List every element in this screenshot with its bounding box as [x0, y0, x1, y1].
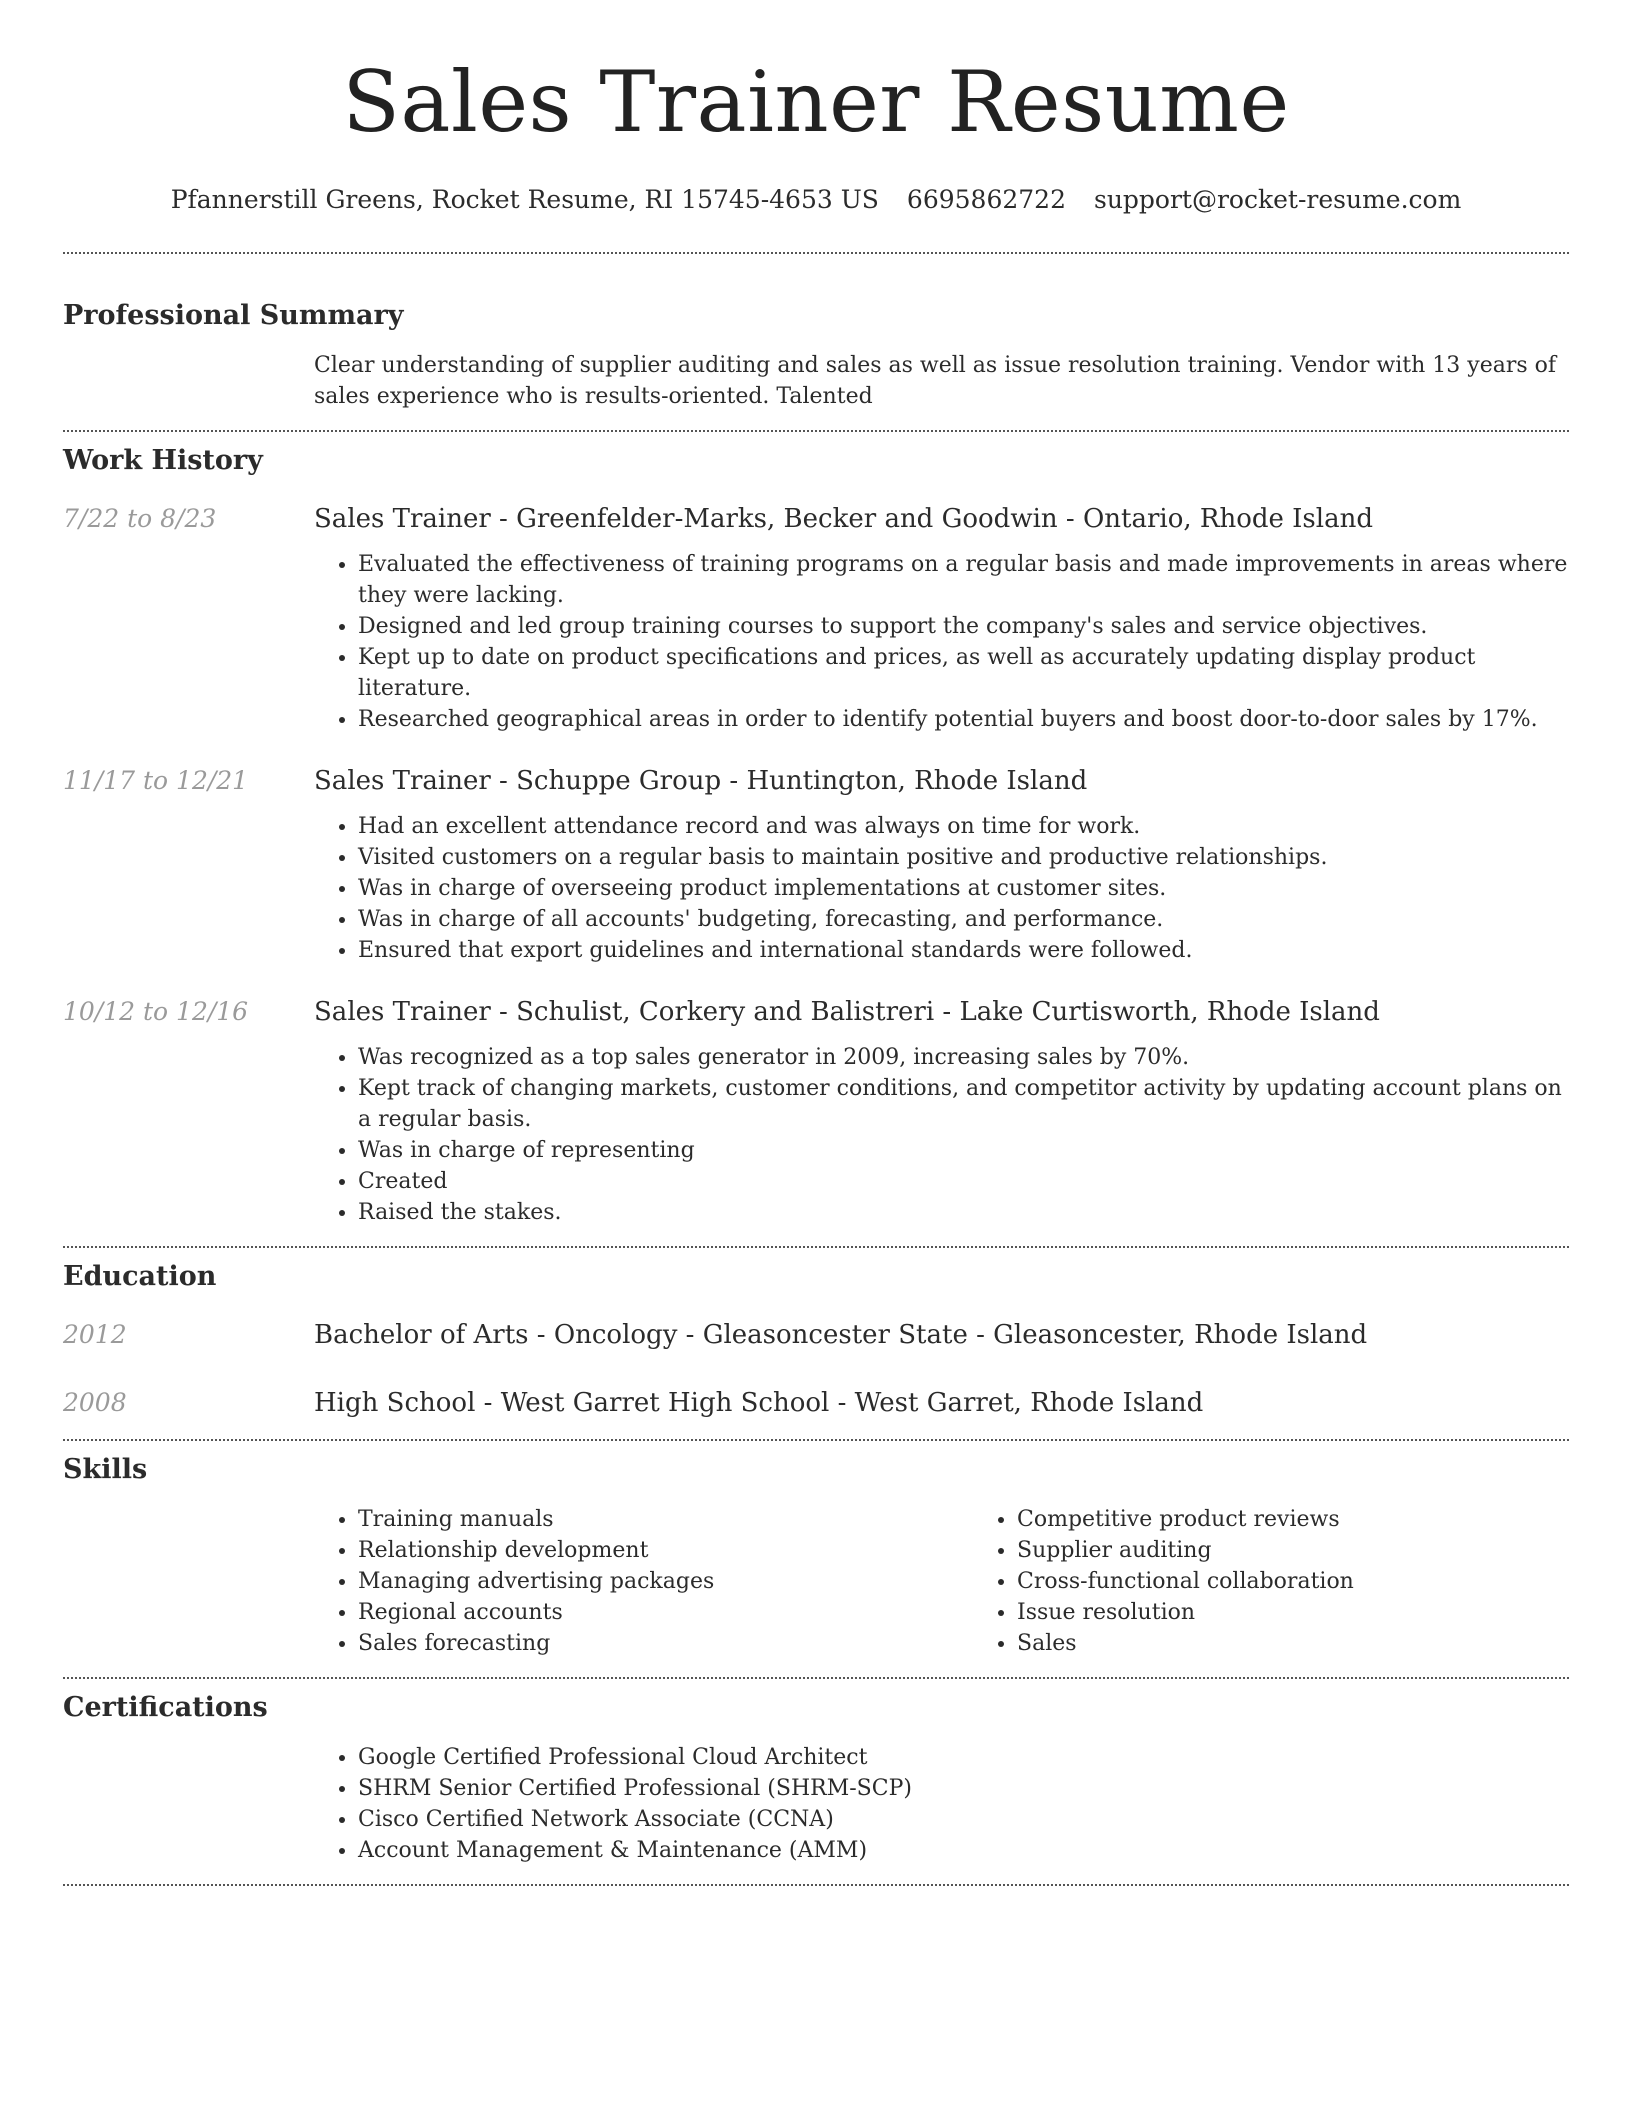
list-item: • Google Certified Professional Cloud Architect	[358, 1742, 1569, 1773]
list-item: • Was in charge of overseeing product implementations at customer sites.	[358, 873, 1569, 904]
list-item: • Kept up to date on product specifications and prices, as well as accurately updating display product literature.	[358, 642, 1569, 704]
contact-address: Pfannerstill Greens, Rocket Resume, RI 15745-4653 US	[170, 185, 879, 214]
list-item: • Sales	[1017, 1628, 1632, 1659]
divider	[63, 252, 1569, 254]
job-title: Sales Trainer - Greenfelder-Marks, Becker and Goodwin - Ontario, Rhode Island	[314, 504, 1373, 534]
job-title: Sales Trainer - Schulist, Corkery and Balistreri - Lake Curtisworth, Rhode Island	[314, 997, 1380, 1027]
list-item: • Evaluated the effectiveness of training programs on a regular basis and made improvements in areas where they were lacking.	[358, 549, 1569, 611]
list-item: • Managing advertising packages	[358, 1566, 973, 1597]
skills-list-right	[973, 1504, 1632, 1659]
list-item: • Was in charge of all accounts' budgeting, forecasting, and performance.	[358, 904, 1569, 935]
certifications-list	[314, 1742, 1569, 1866]
skills-list-left	[314, 1504, 973, 1659]
education-heading: Education	[63, 1261, 217, 1292]
divider	[63, 1677, 1569, 1679]
resume-title: Sales Trainer Resume	[342, 53, 1290, 151]
contact-email: support@rocket-resume.com	[1093, 185, 1462, 214]
list-item: • Competitive product reviews	[1017, 1504, 1632, 1535]
list-item: • Sales forecasting	[358, 1628, 973, 1659]
education-entry	[63, 1317, 1569, 1353]
job-entry	[63, 501, 1569, 735]
education-title: High School - West Garret High School - West Garret, Rhode Island	[314, 1388, 1204, 1418]
list-item: • Training manuals	[358, 1504, 973, 1535]
list-item: • Had an excellent attendance record and was always on time for work.	[358, 811, 1569, 842]
list-item: • Regional accounts	[358, 1597, 973, 1628]
list-item: • Relationship development	[358, 1535, 973, 1566]
job-entry	[63, 994, 1569, 1228]
summary-body	[314, 350, 1569, 412]
job-dates: 7/22 to 8/23	[63, 504, 217, 533]
list-item: • Issue resolution	[1017, 1597, 1632, 1628]
divider	[63, 1884, 1569, 1886]
education-entry	[63, 1385, 1569, 1421]
job-bullets	[314, 811, 1569, 966]
job-dates: 11/17 to 12/21	[63, 766, 249, 795]
education-title: Bachelor of Arts - Oncology - Gleasoncester State - Gleasoncester, Rhode Island	[314, 1320, 1368, 1350]
skills-row	[63, 1504, 1569, 1659]
list-item: • Kept track of changing markets, customer conditions, and competitor activity by updating account plans on a regular basis.	[358, 1073, 1569, 1135]
certifications-heading: Certifications	[63, 1692, 268, 1723]
summary-text: Clear understanding of supplier auditing and sales as well as issue resolution training. Vendor with 13 years of sales experience who is results-oriented. Talented	[314, 353, 1557, 409]
education-year: 2012	[63, 1320, 127, 1349]
list-item: • Designed and led group training courses to support the company's sales and service objectives.	[358, 611, 1569, 642]
divider	[63, 1246, 1569, 1248]
job-title: Sales Trainer - Schuppe Group - Huntington, Rhode Island	[314, 766, 1088, 796]
job-bullets	[314, 549, 1569, 735]
list-item: • Account Management & Maintenance (AMM)	[358, 1835, 1569, 1866]
summary-row	[63, 350, 1569, 412]
work-section	[63, 443, 1569, 1228]
list-item: • Was in charge of representing	[358, 1135, 1569, 1166]
contact-line	[63, 182, 1569, 218]
skills-heading: Skills	[63, 1454, 148, 1485]
summary-section	[63, 298, 1569, 412]
list-item: • Raised the stakes.	[358, 1197, 1569, 1228]
list-item: • SHRM Senior Certified Professional (SHRM-SCP)	[358, 1773, 1569, 1804]
job-entry	[63, 763, 1569, 966]
list-item: • Ensured that export guidelines and international standards were followed.	[358, 935, 1569, 966]
list-item: • Visited customers on a regular basis to maintain positive and productive relationships.	[358, 842, 1569, 873]
education-year: 2008	[63, 1388, 127, 1417]
skills-grid	[314, 1504, 1632, 1659]
list-item: • Researched geographical areas in order to identify potential buyers and boost door-to-door sales by 17%.	[358, 704, 1569, 735]
list-item: • Cisco Certified Network Associate (CCNA)	[358, 1804, 1569, 1835]
skills-section	[63, 1452, 1569, 1659]
divider	[63, 430, 1569, 432]
list-item: • Cross-functional collaboration	[1017, 1566, 1632, 1597]
list-item: • Was recognized as a top sales generator in 2009, increasing sales by 70%.	[358, 1042, 1569, 1073]
job-dates: 10/12 to 12/16	[63, 997, 249, 1026]
education-section	[63, 1259, 1569, 1421]
certifications-row	[63, 1742, 1569, 1866]
contact-phone: 6695862722	[906, 185, 1066, 214]
list-item: • Supplier auditing	[1017, 1535, 1632, 1566]
divider	[63, 1439, 1569, 1441]
certifications-section	[63, 1690, 1569, 1866]
job-bullets	[314, 1042, 1569, 1228]
summary-heading: Professional Summary	[63, 300, 404, 331]
list-item: • Created	[358, 1166, 1569, 1197]
work-heading: Work History	[63, 445, 263, 476]
